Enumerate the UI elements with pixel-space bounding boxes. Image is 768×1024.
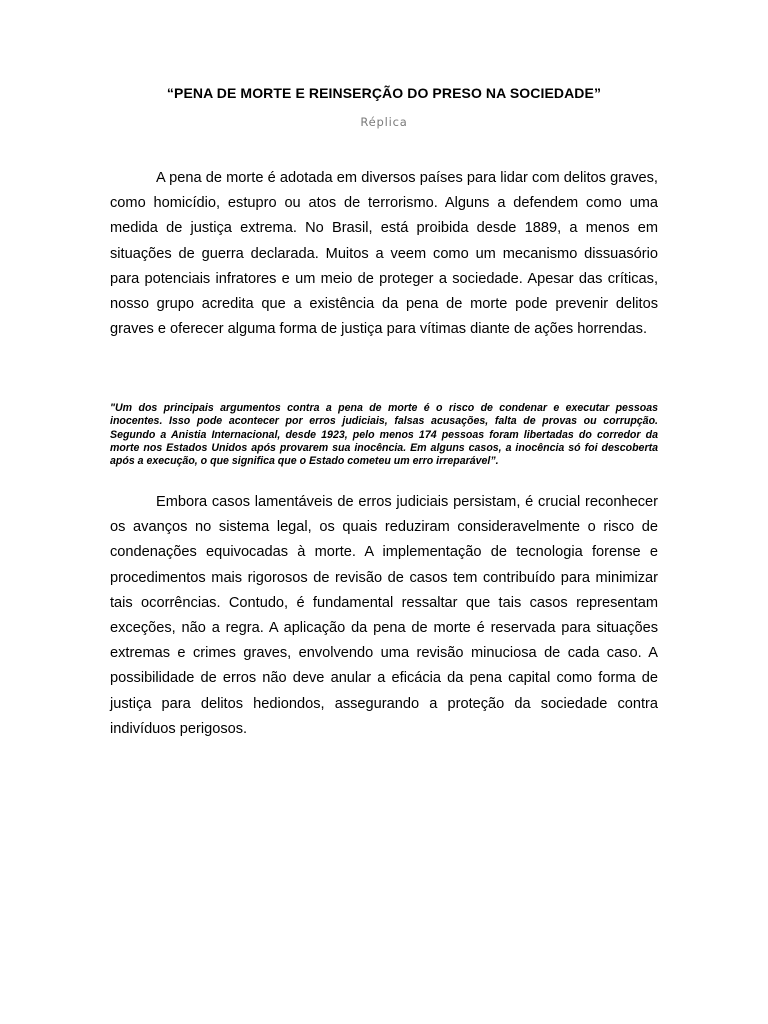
document-subtitle: Réplica bbox=[360, 115, 408, 129]
block-quote: "Um dos principais argumentos contra a pena de morte é o risco de condenar e executar pessoas inocentes. Isso pode acontecer por erros judiciais, falsas acusações, falta de provas ou corrupção. Segundo a Anistia Internacional, desde 1923, pelo menos 174 pessoas foram libertadas do corredor da morte nos Estados Unidos após provarem sua inocência. Em alguns casos, a inocência só foi descoberta após a execução, o que significa que o Estado cometeu um erro irreparável”. bbox=[110, 402, 658, 468]
body-paragraph-1: A pena de morte é adotada em diversos países para lidar com delitos graves, como homicídio, estupro ou atos de terrorismo. Alguns a defendem como uma medida de justiça extrema. No Brasil, está proibida desde 1889, a menos em situações de guerra declarada. Muitos a veem como um mecanismo dissuasório para potenciais infratores e um meio de proteger a sociedade. Apesar das críticas, nosso grupo acredita que a existência da pena de morte pode prevenir delitos graves e oferecer alguma forma de justiça para vítimas diante de ações horrendas. bbox=[110, 170, 658, 338]
body-paragraph-2: Embora casos lamentáveis de erros judiciais persistam, é crucial reconhecer os avanços no sistema legal, os quais reduziram consideravelmente o risco de condenações equivocadas à morte. A implementação de tecnologia forense e procedimentos mais rigorosos de revisão de casos tem contribuído para minimizar tais ocorrências. Contudo, é fundamental ressaltar que tais casos representam exceções, não a regra. A aplicação da pena de morte é reservada para situações extremas e crimes graves, envolvendo uma revisão minuciosa de cada caso. A possibilidade de erros não deve anular a eficácia da pena capital como forma de justiça para delitos hediondos, assegurando a proteção da sociedade contra indivíduos perigosos. bbox=[110, 494, 658, 737]
document-title: “PENA DE MORTE E REINSERÇÃO DO PRESO NA SOCIEDADE” bbox=[166, 85, 602, 101]
